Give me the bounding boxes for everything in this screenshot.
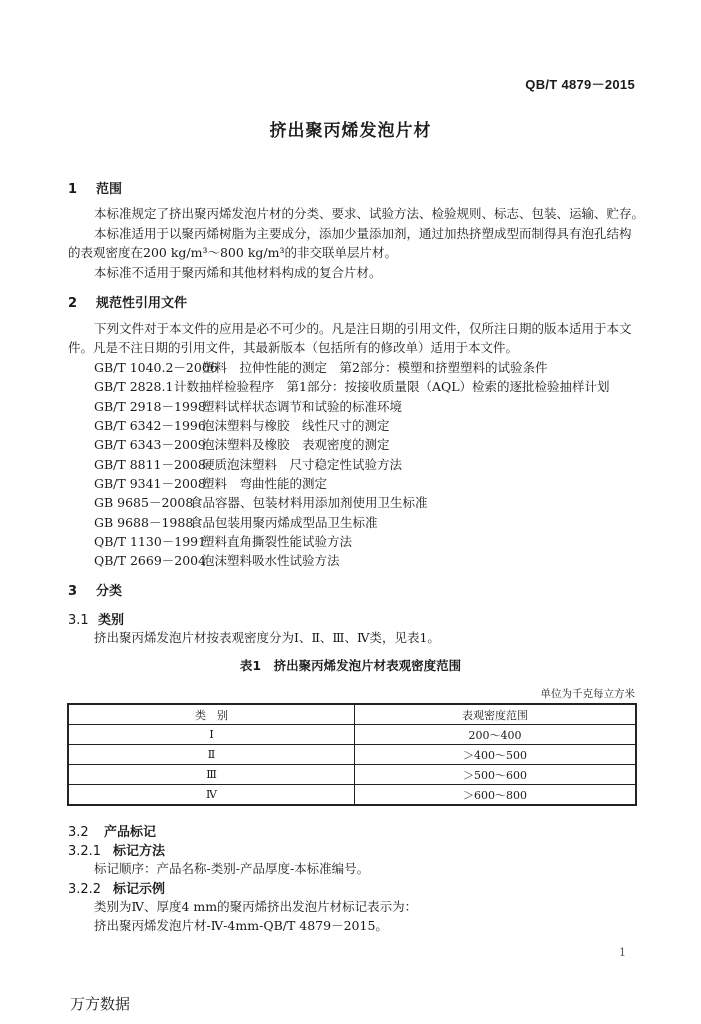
section-title: 产品标记 [104,825,157,840]
section-title: 标记方法 [113,844,166,859]
table-cell: 200～400 [355,725,637,745]
standard-code: QB/T 4879－2015 [525,77,635,92]
reference-code: GB/T 2918－1998 [94,399,206,414]
section-number: 1 [68,182,78,197]
section-3-2-2-heading [68,878,165,897]
reference-item [94,397,402,415]
reference-item [94,455,402,473]
table-unit: 单位为千克每立方米 [540,688,635,700]
paragraph: 本标准不适用于聚丙烯和其他材料构成的复合片材。 [94,265,382,280]
section-title: 分类 [96,584,123,599]
table-row [68,745,636,765]
table-cell: Ⅲ [68,765,355,785]
reference-title: 泡沫塑料与橡胶 线性尺寸的测定 [202,418,390,433]
paragraph: 本标准适用于以聚丙烯树脂为主要成分，添加少量添加剂，通过加热挤塑成型而制得具有泡孔结构 [94,226,632,241]
table-cell: ＞400～500 [355,745,637,765]
reference-title: 塑料 拉伸性能的测定 第2部分：模塑和挤塑塑料的试验条件 [202,360,548,375]
paragraph: 标记顺序：产品名称-类别-产品厚度-本标准编号。 [94,861,370,876]
paragraph: 类别为Ⅳ、厚度4 mm的聚丙烯挤出发泡片材标记表示为： [94,899,418,914]
reference-title: 计数抽样检验程序 第1部分：按接收质量限（AQL）检索的逐批检验抽样计划 [174,379,610,394]
reference-code: GB/T 9341－2008 [94,476,206,491]
table-cell: Ⅱ [68,745,355,765]
section-3-2-1-heading [68,840,165,859]
paragraph: 件。凡是不注日期的引用文件，其最新版本（包括所有的修改单）适用于本文件。 [68,340,519,355]
reference-item [94,493,428,511]
section-2-heading [68,292,187,311]
watermark-text: 万方数据 [70,995,131,1013]
reference-title: 硬质泡沫塑料 尺寸稳定性试验方法 [202,457,403,472]
table-cell: ＞600～800 [355,785,637,806]
reference-title: 泡沫塑料吸水性试验方法 [202,553,340,568]
section-number: 3.2 [68,825,89,840]
reference-title: 塑料直角撕裂性能试验方法 [202,534,353,549]
section-title: 规范性引用文件 [96,296,188,311]
reference-code: QB/T 1130－1991 [94,534,207,549]
table-cell: Ⅳ [68,785,355,806]
section-title: 类别 [98,613,125,628]
section-title: 标记示例 [113,882,166,897]
reference-title: 泡沫塑料及橡胶 表观密度的测定 [202,437,390,452]
reference-code: GB/T 6343－2009 [94,437,206,452]
section-3-heading [68,580,122,599]
table-header-cell: 表观密度范围 [355,704,637,725]
reference-title: 塑料试样状态调节和试验的标准环境 [202,399,403,414]
reference-code: QB/T 2669－2004 [94,553,207,568]
section-title: 范围 [96,182,123,197]
section-number: 3.1 [68,613,89,628]
section-number: 3.2.2 [68,882,102,897]
section-1-heading [68,178,122,197]
reference-item [94,532,352,550]
section-number: 2 [68,296,78,311]
table-header-cell: 类 别 [68,704,355,725]
reference-title: 塑料 弯曲性能的测定 [202,476,328,491]
reference-title: 食品包装用聚丙烯成型品卫生标准 [190,515,378,530]
paragraph: 挤出聚丙烯发泡片材按表观密度分为Ⅰ、Ⅱ、Ⅲ、Ⅳ类，见表1。 [94,630,440,645]
paragraph: 的表观密度在200 kg/m³～800 kg/m³的非交联单层片材。 [68,245,397,260]
reference-item [94,416,390,434]
table-row [68,765,636,785]
table-row [68,725,636,745]
reference-item [94,551,340,569]
reference-item [94,474,327,492]
reference-code: GB 9688－1988 [94,515,194,530]
table-cell: ＞500～600 [355,765,637,785]
reference-code: GB/T 1040.2－2006 [94,360,218,375]
density-table [67,703,637,806]
reference-code: GB/T 6342－1996 [94,418,206,433]
reference-code: GB/T 8811－2008 [94,457,206,472]
table-cell: Ⅰ [68,725,355,745]
table-row [68,785,636,806]
reference-code: GB/T 2828.1 [94,379,174,394]
section-3-2-heading [68,821,156,840]
paragraph: 下列文件对于本文件的应用是必不可少的。凡是注日期的引用文件，仅所注日期的版本适用于本文 [94,321,632,336]
reference-title: 食品容器、包装材料用添加剂使用卫生标准 [190,495,428,510]
table-header-row [68,704,636,725]
reference-item [94,358,547,376]
section-number: 3.2.1 [68,844,102,859]
reference-item [94,435,390,453]
section-3-1-heading [68,609,124,628]
reference-item [94,377,610,395]
reference-code: GB 9685－2008 [94,495,194,510]
table-caption: 表1 挤出聚丙烯发泡片材表观密度范围 [239,658,462,673]
document-title: 挤出聚丙烯发泡片材 [269,121,432,141]
page-number: 1 [619,946,626,959]
paragraph: 本标准规定了挤出聚丙烯发泡片材的分类、要求、试验方法、检验规则、标志、包装、运输、贮存。 [94,206,645,221]
section-number: 3 [68,584,78,599]
paragraph: 挤出聚丙烯发泡片材-Ⅳ-4mm-QB/T 4879－2015。 [94,918,388,933]
reference-item [94,513,378,531]
